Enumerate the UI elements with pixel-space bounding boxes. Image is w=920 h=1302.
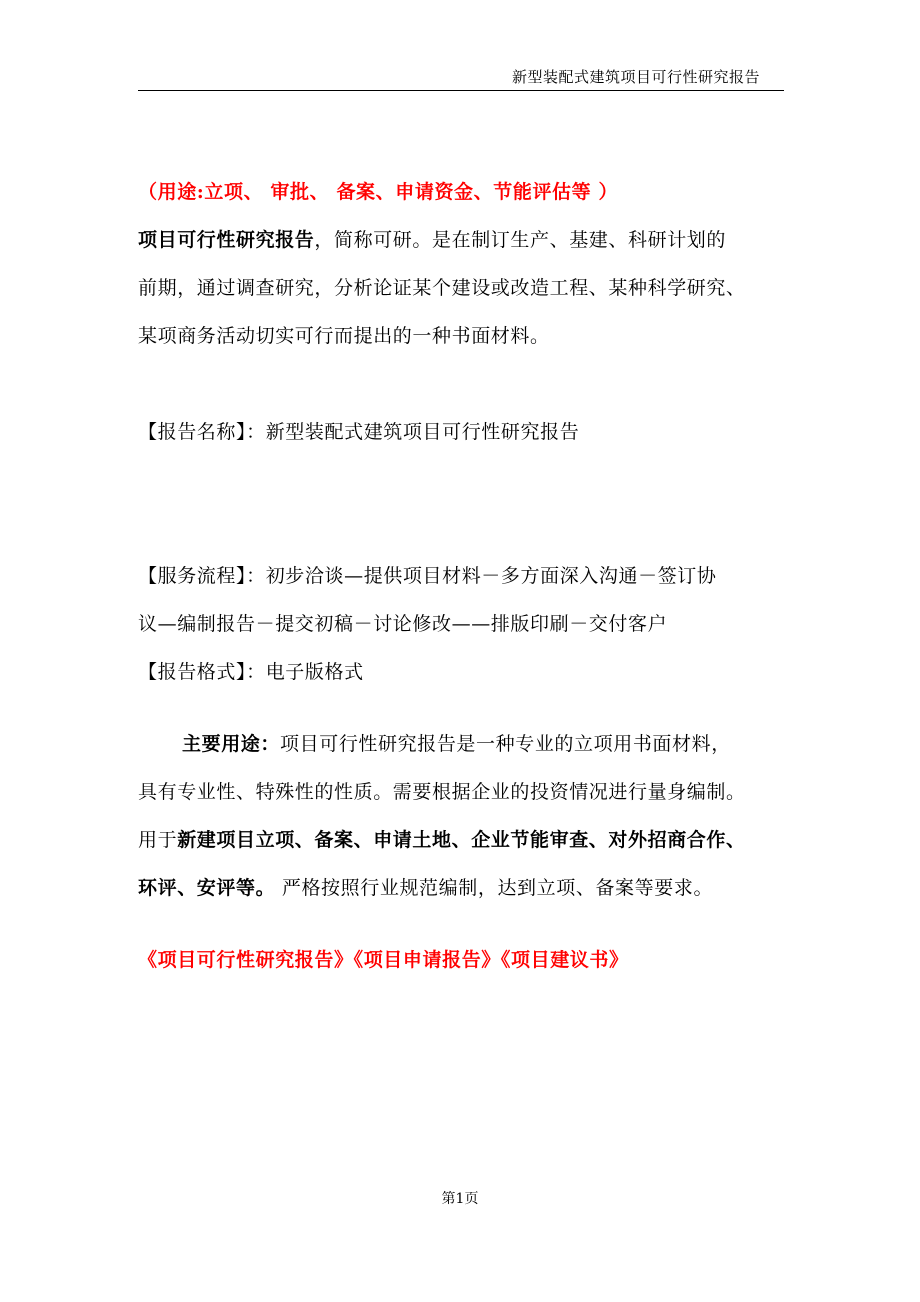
process-value-line-1: 初步洽谈—提供项目材料－多方面深入沟通－签订协: [265, 565, 717, 587]
main-use-line-1-rest: 项目可行性研究报告是一种专业的立项用书面材料，: [280, 733, 731, 755]
report-name-label: 【报告名称】：: [138, 421, 266, 443]
book-titles: 《项目可行性研究报告》《项目申请报告》《项目建议书》: [138, 949, 629, 971]
format-label: 【报告格式】：: [138, 661, 266, 683]
main-use-line-4-rest: 严格按照行业规范编制，达到立项、备案等要求。: [275, 877, 714, 899]
format-value: 电子版格式: [265, 661, 364, 683]
intro-term: 项目可行性研究报告: [138, 229, 315, 251]
main-use-line-4-bold: 环评、安评等。: [138, 877, 276, 899]
main-use-line-3-prefix: 用于: [138, 829, 178, 851]
process-row-continued: 议—编制报告－提交初稿－讨论修改——排版印刷－交付客户: [138, 613, 668, 635]
keywords-row: [138, 456, 784, 504]
process-row: [138, 552, 784, 600]
main-use-line-4: [138, 864, 784, 912]
main-use-line-3: [138, 816, 784, 864]
header-title: 新型装配式建筑项目可行性研究报告: [511, 68, 760, 86]
document-body: [138, 168, 784, 984]
report-name-row: [138, 408, 784, 456]
intro-line-1: [138, 216, 784, 264]
standard-row: [138, 504, 784, 552]
format-row: [138, 648, 784, 696]
report-name-value: 新型装配式建筑项目可行性研究报告: [265, 421, 580, 443]
main-use-line-2: 具有专业性、特殊性的性质。需要根据企业的投资情况进行量身编制。: [138, 781, 746, 803]
page-header: [138, 62, 784, 91]
usage-line: （用途:立项、 审批、 备案、申请资金、节能评估等 ）: [138, 181, 619, 203]
intro-line-2: 前期，通过调查研究，分析论证某个建设或改造工程、某种科学研究、: [138, 277, 746, 299]
page-number: 第1页: [441, 1191, 479, 1207]
main-use-line-1: [138, 720, 784, 768]
main-use-label: 主要用途：: [182, 733, 281, 755]
main-use-line-3-bold: 新建项目立项、备案、申请土地、企业节能审查、对外招商合作、: [177, 829, 746, 851]
intro-line-1-rest: ，简称可研。是在制订生产、基建、科研计划的: [314, 229, 727, 251]
intro-line-3: 某项商务活动切实可行而提出的一种书面材料。: [138, 325, 550, 347]
process-label: 【服务流程】：: [138, 565, 266, 587]
